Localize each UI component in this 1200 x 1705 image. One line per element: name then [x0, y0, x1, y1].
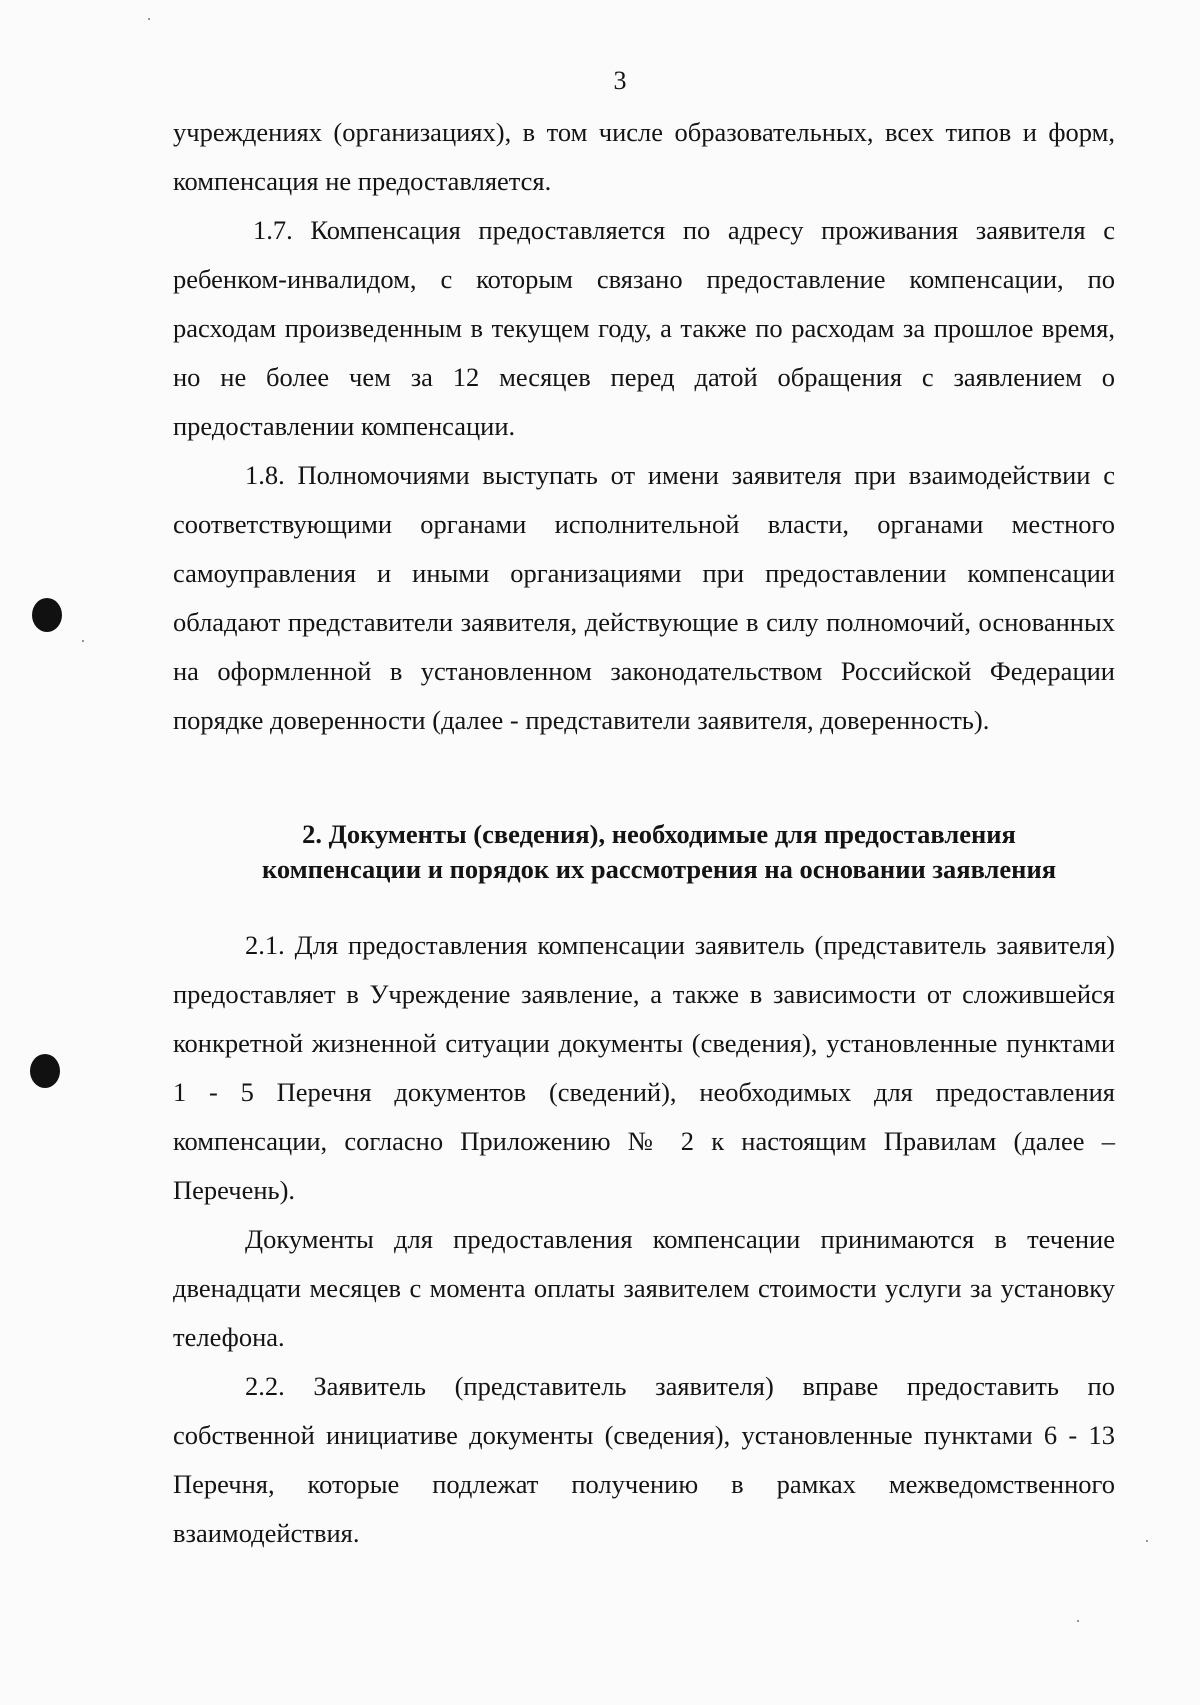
- scan-speck: [1077, 1620, 1079, 1622]
- document-body: [173, 108, 1115, 1558]
- section-heading: [173, 817, 1115, 887]
- section-heading-line-1: 2. Документы (сведения), необходимые для предоставления: [302, 819, 1016, 849]
- paragraph-2-2: 2.2. Заявитель (представитель заявителя) вправе предоставить по собственной инициативе документы (сведения), установленные пунктами 6 - 13 Перечня, которые подлежат получению в рамках межведомственного взаимодействия.: [173, 1371, 1115, 1548]
- page-number: 3: [613, 66, 627, 95]
- paragraph-1-7: 1.7. Компенсация предоставляется по адресу проживания заявителя с ребенком-инвалидом, с которым связано предоставление компенсации, по расходам произведенным в текущем году, а также по расходам за прошлое время, но не более чем за 12 месяцев перед датой обращения с заявлением о предоставлении компенсации.: [173, 215, 1115, 441]
- scan-speck: [82, 640, 84, 642]
- paragraph-1-8: 1.8. Полномочиями выступать от имени заявителя при взаимодействии с соответствующими органами исполнительной власти, органами местного самоуправления и иными организациями при предоставлении компенсации обладают представители заявителя, действующие в силу полномочий, основанных на оформленной в установленном законодательством Российской Федерации порядке доверенности (далее - представители заявителя, доверенность).: [173, 460, 1115, 735]
- punch-hole-mark: [32, 598, 62, 632]
- scan-speck: [148, 18, 150, 20]
- paragraph-documents-term: Документы для предоставления компенсации принимаются в течение двенадцати месяцев с момента оплаты заявителем стоимости услуги за установку телефона.: [173, 1224, 1115, 1352]
- paragraph-2-1: 2.1. Для предоставления компенсации заявитель (представитель заявителя) предоставляет в Учреждение заявление, а также в зависимости от сложившейся конкретной жизненной ситуации документы (сведения), установленные пунктами 1 - 5 Перечня документов (сведений), необходимых для предоставления компенсации, согласно Приложению № 2 к настоящим Правилам (далее – Перечень).: [173, 930, 1115, 1205]
- section-heading-line-2: компенсации и порядок их рассмотрения на основании заявления: [261, 854, 1057, 884]
- punch-hole-mark: [30, 1054, 60, 1088]
- paragraph-continuation: учреждениях (организациях), в том числе образовательных, всех типов и форм, компенсация не предоставляется.: [173, 117, 1115, 196]
- scan-speck: [1146, 1540, 1148, 1542]
